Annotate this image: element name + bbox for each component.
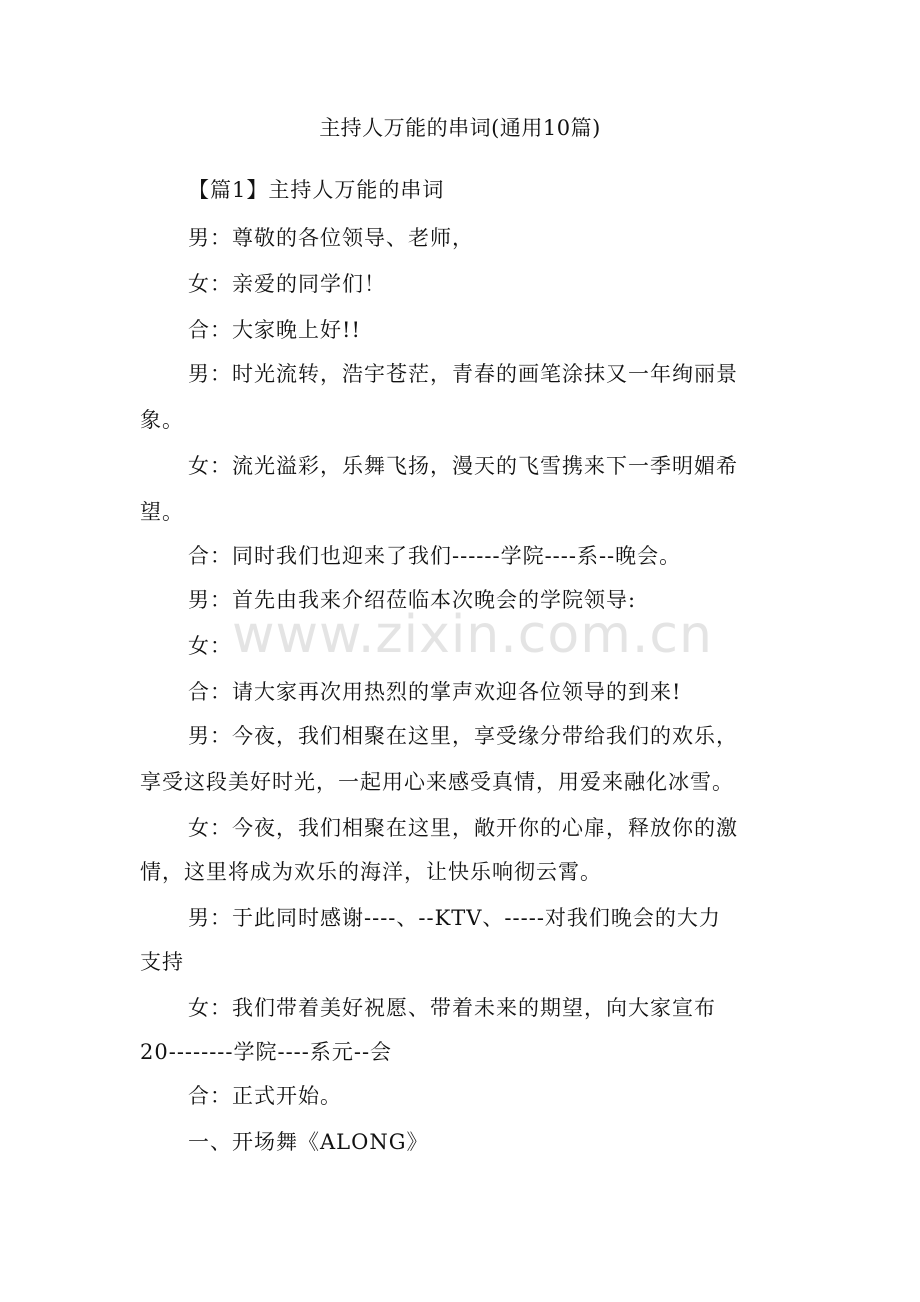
paragraph-line: 支持	[140, 950, 184, 974]
paragraph-line: 女：流光溢彩，乐舞飞扬，漫天的飞雪携来下一季明媚希	[188, 454, 738, 478]
paragraph-line: 合：正式开始。	[188, 1084, 342, 1108]
paragraph-line: 男：时光流转，浩宇苍茫，青春的画笔涂抹又一年绚丽景	[188, 362, 738, 386]
section-heading: 【篇1】主持人万能的串词	[188, 178, 445, 202]
paragraph-line: 合：大家晚上好!!	[188, 318, 361, 342]
paragraph-line: 女：我们带着美好祝愿、带着未来的期望，向大家宣布	[188, 996, 716, 1020]
paragraph-line: 一、开场舞《ALONG》	[188, 1130, 429, 1154]
paragraph-line: 望。	[140, 500, 184, 524]
paragraph-line: 男：尊敬的各位领导、老师，	[188, 226, 474, 250]
paragraph-line: 情，这里将成为欢乐的海洋，让快乐响彻云霄。	[140, 860, 602, 884]
paragraph-line: 合：同时我们也迎来了我们------学院----系--晚会。	[188, 544, 682, 568]
document-title: 主持人万能的串词(通用10篇)	[319, 116, 601, 140]
paragraph-line: 女：	[188, 634, 232, 658]
paragraph-line: 女：亲爱的同学们！	[188, 272, 386, 296]
paragraph-line: 享受这段美好时光，一起用心来感受真情，用爱来融化冰雪。	[140, 770, 734, 794]
paragraph-line: 男：首先由我来介绍莅临本次晚会的学院领导:	[188, 588, 637, 612]
paragraph-line: 象。	[140, 408, 184, 432]
paragraph-line: 男：今夜，我们相聚在这里，享受缘分带给我们的欢乐，	[188, 724, 738, 748]
paragraph-line: 合：请大家再次用热烈的掌声欢迎各位领导的到来!	[188, 680, 682, 704]
watermark: www.zixin.com.cn	[232, 605, 713, 665]
paragraph-line: 男：于此同时感谢----、--KTV、-----对我们晚会的大力	[188, 906, 721, 930]
paragraph-line: 女：今夜，我们相聚在这里，敞开你的心扉，释放你的激	[188, 816, 738, 840]
paragraph-line: 20--------学院----系元--会	[140, 1040, 393, 1064]
